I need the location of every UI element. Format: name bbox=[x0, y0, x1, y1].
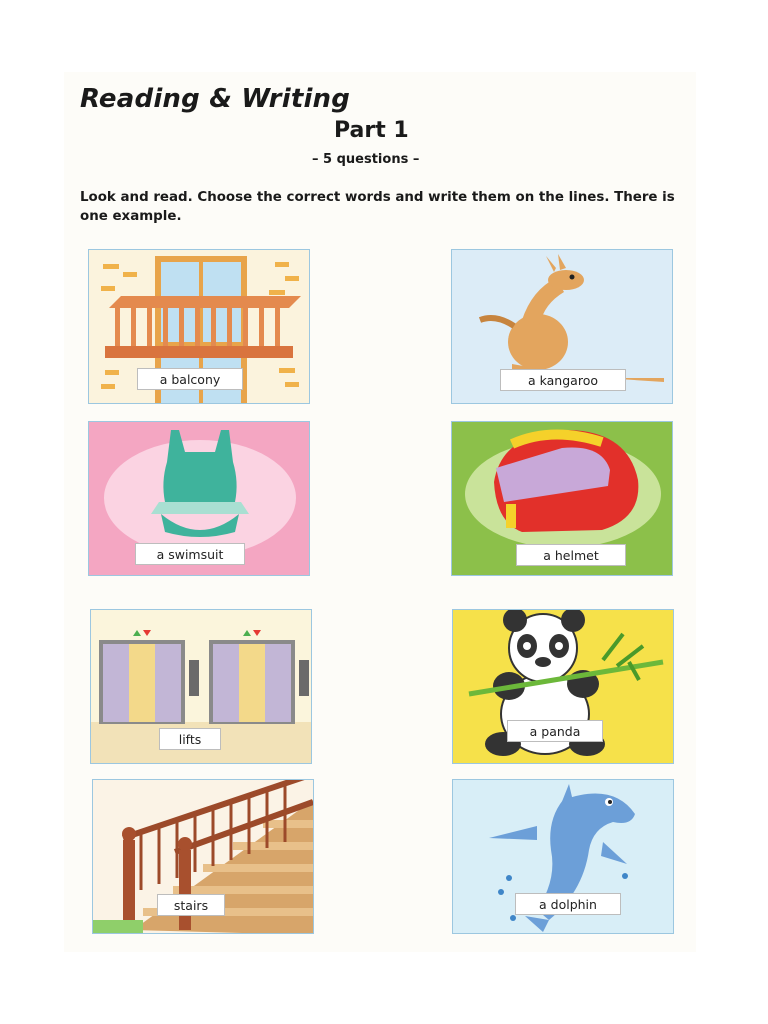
card-label: a helmet bbox=[516, 544, 626, 566]
instructions: Look and read. Choose the correct words and write them on the lines. There is one example. bbox=[80, 190, 675, 224]
card-dolphin bbox=[452, 779, 674, 934]
card-stairs bbox=[92, 779, 314, 934]
card-label: a kangaroo bbox=[500, 369, 626, 391]
card-swimsuit bbox=[88, 421, 310, 576]
card-panda bbox=[452, 609, 674, 764]
card-helmet bbox=[451, 421, 673, 576]
card-kangaroo bbox=[451, 249, 673, 404]
card-label: a dolphin bbox=[515, 893, 621, 915]
question-count: – 5 questions – bbox=[312, 152, 420, 167]
card-balcony bbox=[88, 249, 310, 404]
card-label: stairs bbox=[157, 894, 225, 916]
card-label: a swimsuit bbox=[135, 543, 245, 565]
card-label: a panda bbox=[507, 720, 603, 742]
part-heading: Part 1 bbox=[334, 118, 409, 143]
card-lifts bbox=[90, 609, 312, 764]
page-title: Reading & Writing bbox=[80, 84, 351, 114]
card-label: a balcony bbox=[137, 368, 243, 390]
card-label: lifts bbox=[159, 728, 221, 750]
